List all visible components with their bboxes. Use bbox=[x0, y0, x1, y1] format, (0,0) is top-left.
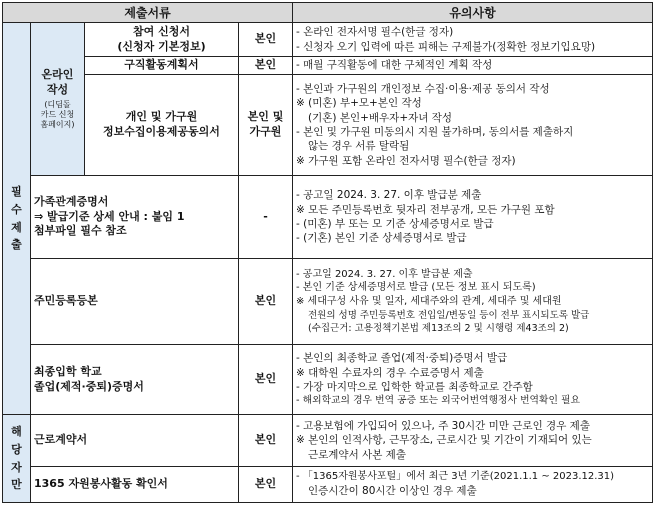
table-row bbox=[3, 57, 653, 75]
table-row bbox=[3, 415, 653, 467]
doc-target: 본인 bbox=[239, 259, 293, 345]
category-required: 필 수 제 출 bbox=[3, 23, 31, 415]
online-subtitle: (디딤돌 카드 신청 홈페이지) bbox=[40, 99, 75, 129]
doc-name: 구직활동계획서 bbox=[85, 57, 239, 75]
header-row bbox=[3, 3, 653, 23]
doc-notes: - 본인과 가구원의 개인정보 수집·이용·제공 동의서 작성 ※ (미혼) 부+모+본인 작성 (기혼) 본인+배우자+자녀 작성 - 본인 및 가구원 미동의시 지원 불가하며, 동의서를 제출하지 않는 경우 서류 탈락됨 ※ 가구원 포함 온라인 전자서명 필수(한글 정자) bbox=[293, 75, 653, 176]
doc-target: 본인 bbox=[239, 415, 293, 467]
doc-notes: - 공고일 2024. 3. 27. 이후 발급분 제출 - 본인 기준 상세증명서로 발급 (모든 정보 표시 되도록) ※ 세대구성 사유 및 일자, 세대주와의 관계, 세대주 및 세대원 전원의 성명 주민등록번호 전입일/변동일 등이 전부 표시되도록 발급 (수집근거: 고용정책기본법 제13조의 2 및 시행령 제43조의 2) bbox=[293, 259, 653, 345]
table-row bbox=[3, 259, 653, 345]
doc-name: 참여 신청서 (신청자 기본정보) bbox=[85, 23, 239, 57]
doc-notes: - 「1365자원봉사포털」에서 최근 3년 기준(2021.1.1 ~ 2023.12.31) 인증시간이 80시간 이상인 경우 제출 bbox=[293, 467, 653, 503]
doc-notes: - 온라인 전자서명 필수(한글 정자) - 신청자 오기 입력에 따른 피해는 구제불가(정확한 정보기입요망) bbox=[293, 23, 653, 57]
doc-target: 본인 및 가구원 bbox=[239, 75, 293, 176]
doc-name: 최종입학 학교 졸업(제적·중퇴)증명서 bbox=[31, 345, 239, 415]
doc-target: - bbox=[239, 176, 293, 259]
doc-notes: - 매월 구직활동에 대한 구체적인 계획 작성 bbox=[293, 57, 653, 75]
doc-name: 개인 및 가구원 정보수집이용제공동의서 bbox=[85, 75, 239, 176]
doc-notes: - 공고일 2024. 3. 27. 이후 발급분 제출 ※ 모든 주민등록번호 뒷자리 전부공개, 모든 가구원 포함 - (미혼) 부 또는 모 기준 상세증명서로 발급 - (기혼) 본인 기준 상세증명서로 발급 bbox=[293, 176, 653, 259]
doc-name: 주민등록등본 bbox=[31, 259, 239, 345]
doc-target: 본인 bbox=[239, 57, 293, 75]
table-row bbox=[3, 176, 653, 259]
category-applicable: 해 당 자 만 bbox=[3, 415, 31, 503]
table-row bbox=[3, 345, 653, 415]
online-title: 온라인 작성 bbox=[41, 68, 74, 96]
doc-notes: - 고용보험에 가입되어 있으나, 주 30시간 미만 근로인 경우 제출 ※ 본인의 인적사항, 근무장소, 근로시간 및 기간이 기재되어 있는 근로계약서 사본 제출 bbox=[293, 415, 653, 467]
document-table bbox=[2, 2, 653, 503]
doc-target: 본인 bbox=[239, 467, 293, 503]
header-notes: 유의사항 bbox=[293, 3, 653, 23]
doc-target: 본인 bbox=[239, 345, 293, 415]
table-row bbox=[3, 75, 653, 176]
header-documents: 제출서류 bbox=[3, 3, 293, 23]
subcategory-online bbox=[31, 23, 85, 176]
doc-name: 1365 자원봉사활동 확인서 bbox=[31, 467, 239, 503]
doc-target: 본인 bbox=[239, 23, 293, 57]
doc-notes: - 본인의 최종학교 졸업(제적·중퇴)증명서 발급 ※ 대학원 수료자의 경우 수료증명서 제출 - 가장 마지막으로 입학한 학교를 최종학교로 간주함 - 해외학교의 경우 번역 공증 또는 외국어번역행정사 번역확인 필요 bbox=[293, 345, 653, 415]
doc-name: 근로계약서 bbox=[31, 415, 239, 467]
table-row bbox=[3, 23, 653, 57]
doc-name: 가족관계증명서 ⇒ 발급기준 상세 안내 : 붙임 1 첨부파일 필수 참조 bbox=[31, 176, 239, 259]
table-row bbox=[3, 467, 653, 503]
